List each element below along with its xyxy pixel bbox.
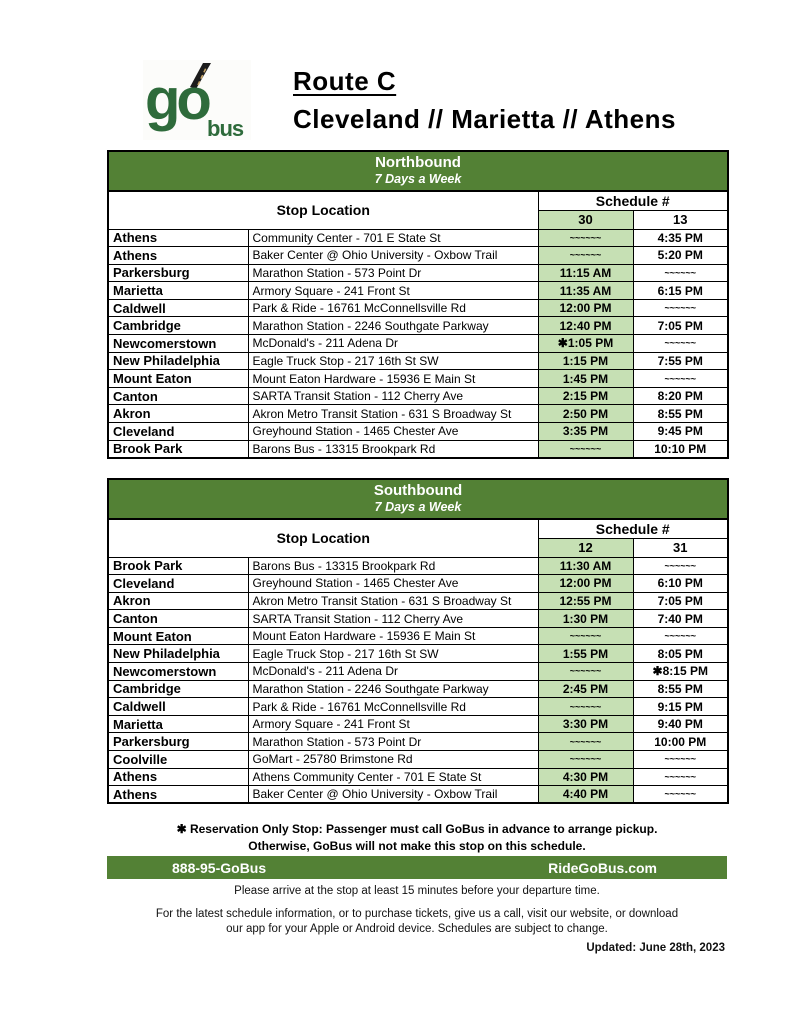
route-subtitle: Cleveland // Marietta // Athens	[293, 104, 676, 134]
stop-location: McDonald's - 211 Adena Dr	[248, 335, 538, 353]
table-row	[108, 335, 728, 353]
direction-bar	[108, 151, 728, 191]
stop-city: Athens	[108, 786, 248, 804]
stop-location: Athens Community Center - 701 E State St	[248, 768, 538, 786]
stop-city: Marietta	[108, 715, 248, 733]
stop-location: Baker Center @ Ohio University - Oxbow Trail	[248, 247, 538, 265]
table-row	[108, 247, 728, 265]
time-col2: 8:55 PM	[633, 680, 728, 698]
stop-location: GoMart - 25780 Brimstone Rd	[248, 751, 538, 769]
time-col1: ~~~~~~	[538, 663, 633, 681]
time-col2: 10:10 PM	[633, 440, 728, 458]
phone-number: 888-95-GoBus	[172, 859, 267, 876]
table-row	[108, 610, 728, 628]
table-row	[108, 387, 728, 405]
schedule-number-12: 12	[538, 538, 633, 557]
table-row	[108, 592, 728, 610]
northbound-direction-header	[108, 151, 728, 191]
time-col1: 2:50 PM	[538, 405, 633, 423]
time-col2: 9:15 PM	[633, 698, 728, 716]
northbound-table	[107, 150, 729, 459]
stop-location: Community Center - 701 E State St	[248, 229, 538, 247]
stop-location: Eagle Truck Stop - 217 16th St SW	[248, 645, 538, 663]
table-row	[108, 282, 728, 300]
title-block	[293, 60, 676, 140]
table-row	[108, 370, 728, 388]
time-col2: 6:15 PM	[633, 282, 728, 300]
southbound-rows	[108, 557, 728, 803]
stop-location: Armory Square - 241 Front St	[248, 282, 538, 300]
table-row	[108, 317, 728, 335]
southbound-direction-header	[108, 479, 728, 519]
table-row	[108, 768, 728, 786]
time-col1: ~~~~~~	[538, 229, 633, 247]
table-row	[108, 627, 728, 645]
stop-location: Marathon Station - 2246 Southgate Parkway	[248, 317, 538, 335]
time-col1: ✱1:05 PM	[538, 335, 633, 353]
stop-location: Baker Center @ Ohio University - Oxbow Trail	[248, 786, 538, 804]
time-col1: ~~~~~~	[538, 247, 633, 265]
time-col2: ~~~~~~	[633, 335, 728, 353]
time-col1: 11:30 AM	[538, 557, 633, 575]
stop-location: Akron Metro Transit Station - 631 S Broadway St	[248, 592, 538, 610]
schedule-number-header: Schedule #	[538, 191, 728, 210]
table-row	[108, 423, 728, 441]
table-row	[108, 405, 728, 423]
stop-location: Marathon Station - 573 Point Dr	[248, 264, 538, 282]
table-row	[108, 645, 728, 663]
time-col2: 6:10 PM	[633, 575, 728, 593]
page-header	[143, 60, 676, 140]
stop-location: Mount Eaton Hardware - 15936 E Main St	[248, 370, 538, 388]
info-note	[107, 907, 727, 937]
stop-city: Brook Park	[108, 557, 248, 575]
table-row	[108, 786, 728, 804]
stop-city: Cleveland	[108, 575, 248, 593]
stop-city: Newcomerstown	[108, 663, 248, 681]
stop-city: Athens	[108, 768, 248, 786]
time-col2: 7:40 PM	[633, 610, 728, 628]
table-row	[108, 698, 728, 716]
stop-city: Brook Park	[108, 440, 248, 458]
time-col2: ~~~~~~	[633, 768, 728, 786]
route-title: Route C	[293, 66, 397, 96]
stop-city: New Philadelphia	[108, 352, 248, 370]
stop-city: Parkersburg	[108, 264, 248, 282]
contact-bar	[107, 856, 727, 879]
table-row	[108, 352, 728, 370]
updated-date: Updated: June 28th, 2023	[586, 942, 725, 954]
time-col2: 9:40 PM	[633, 715, 728, 733]
stop-city: Marietta	[108, 282, 248, 300]
logo-bus-text: bus	[207, 116, 244, 140]
stop-city: Athens	[108, 229, 248, 247]
schedule-number-30: 30	[538, 210, 633, 229]
time-col2: 7:05 PM	[633, 592, 728, 610]
time-col1: 12:55 PM	[538, 592, 633, 610]
stop-city: Newcomerstown	[108, 335, 248, 353]
stop-location: Barons Bus - 13315 Brookpark Rd	[248, 557, 538, 575]
time-col1: 12:00 PM	[538, 299, 633, 317]
time-col2: 8:05 PM	[633, 645, 728, 663]
table-row	[108, 733, 728, 751]
logo-go-text: go	[145, 67, 208, 132]
table-row	[108, 663, 728, 681]
time-col1: ~~~~~~	[538, 733, 633, 751]
reservation-note	[107, 821, 727, 855]
direction-title: Northbound	[375, 154, 461, 171]
stop-location: SARTA Transit Station - 112 Cherry Ave	[248, 387, 538, 405]
stop-city: Cambridge	[108, 680, 248, 698]
schedule-number-13: 13	[633, 210, 728, 229]
time-col2: 7:55 PM	[633, 352, 728, 370]
reservation-note-line1: ✱ Reservation Only Stop: Passenger must call GoBus in advance to arrange pickup.	[176, 822, 658, 836]
stop-location: Park & Ride - 16761 McConnellsville Rd	[248, 698, 538, 716]
direction-frequency: 7 Days a Week	[374, 172, 462, 186]
stop-location: Park & Ride - 16761 McConnellsville Rd	[248, 299, 538, 317]
time-col1: 11:15 AM	[538, 264, 633, 282]
time-col2: 8:20 PM	[633, 387, 728, 405]
time-col1: ~~~~~~	[538, 751, 633, 769]
time-col1: 2:45 PM	[538, 680, 633, 698]
table-row	[108, 715, 728, 733]
info-note-line2: our app for your Apple or Android device. Schedules are subject to change.	[226, 923, 608, 935]
time-col2: 10:00 PM	[633, 733, 728, 751]
stop-city: Akron	[108, 592, 248, 610]
time-col2: 9:45 PM	[633, 423, 728, 441]
stop-city: Mount Eaton	[108, 370, 248, 388]
time-col1: 1:30 PM	[538, 610, 633, 628]
time-col1: ~~~~~~	[538, 698, 633, 716]
website-link: RideGoBus.com	[548, 859, 657, 876]
stop-city: Canton	[108, 387, 248, 405]
time-col1: 2:15 PM	[538, 387, 633, 405]
direction-title: Southbound	[373, 482, 463, 499]
time-col2: ~~~~~~	[633, 370, 728, 388]
time-col2: ~~~~~~	[633, 557, 728, 575]
time-col1: 3:30 PM	[538, 715, 633, 733]
arrive-note: Please arrive at the stop at least 15 minutes before your departure time.	[234, 885, 600, 897]
time-col1: 1:15 PM	[538, 352, 633, 370]
time-col2: 7:05 PM	[633, 317, 728, 335]
time-col1: 4:40 PM	[538, 786, 633, 804]
table-row	[108, 557, 728, 575]
time-col2: 8:55 PM	[633, 405, 728, 423]
direction-bar	[108, 479, 728, 519]
schedule-number-header: Schedule #	[538, 519, 728, 538]
stop-location: Barons Bus - 13315 Brookpark Rd	[248, 440, 538, 458]
stop-city: Caldwell	[108, 299, 248, 317]
footer	[107, 884, 727, 954]
stop-city: Athens	[108, 247, 248, 265]
stop-location: Marathon Station - 573 Point Dr	[248, 733, 538, 751]
stop-city: Akron	[108, 405, 248, 423]
time-col2: 5:20 PM	[633, 247, 728, 265]
direction-frequency: 7 Days a Week	[374, 500, 462, 514]
stop-city: Caldwell	[108, 698, 248, 716]
time-col2: ~~~~~~	[633, 751, 728, 769]
northbound-rows	[108, 229, 728, 458]
time-col2: 4:35 PM	[633, 229, 728, 247]
table-row	[108, 751, 728, 769]
time-col2: ~~~~~~	[633, 786, 728, 804]
reservation-note-line2: Otherwise, GoBus will not make this stop on this schedule.	[248, 839, 586, 853]
table-row	[108, 264, 728, 282]
time-col2: ~~~~~~	[633, 299, 728, 317]
stop-location: SARTA Transit Station - 112 Cherry Ave	[248, 610, 538, 628]
time-col1: ~~~~~~	[538, 627, 633, 645]
time-col2: ~~~~~~	[633, 264, 728, 282]
time-col1: 11:35 AM	[538, 282, 633, 300]
time-col1: ~~~~~~	[538, 440, 633, 458]
stop-location: McDonald's - 211 Adena Dr	[248, 663, 538, 681]
stop-city: Mount Eaton	[108, 627, 248, 645]
time-col2: ✱8:15 PM	[633, 663, 728, 681]
stop-city: Canton	[108, 610, 248, 628]
time-col1: 3:35 PM	[538, 423, 633, 441]
stop-location: Armory Square - 241 Front St	[248, 715, 538, 733]
table-row	[108, 680, 728, 698]
table-row	[108, 229, 728, 247]
time-col1: 1:45 PM	[538, 370, 633, 388]
time-col1: 4:30 PM	[538, 768, 633, 786]
stop-city: Cambridge	[108, 317, 248, 335]
stop-location-header: Stop Location	[108, 519, 538, 557]
stop-city: New Philadelphia	[108, 645, 248, 663]
table-row	[108, 575, 728, 593]
stop-location: Greyhound Station - 1465 Chester Ave	[248, 575, 538, 593]
stop-location: Greyhound Station - 1465 Chester Ave	[248, 423, 538, 441]
gobus-logo-graphic	[143, 60, 251, 140]
table-row	[108, 299, 728, 317]
time-col1: 12:40 PM	[538, 317, 633, 335]
stop-location: Mount Eaton Hardware - 15936 E Main St	[248, 627, 538, 645]
stop-location: Marathon Station - 2246 Southgate Parkway	[248, 680, 538, 698]
stop-location-header: Stop Location	[108, 191, 538, 229]
time-col1: 1:55 PM	[538, 645, 633, 663]
schedule-number-31: 31	[633, 538, 728, 557]
table-row	[108, 440, 728, 458]
time-col2: ~~~~~~	[633, 627, 728, 645]
stop-city: Cleveland	[108, 423, 248, 441]
southbound-table	[107, 478, 729, 804]
stop-city: Coolville	[108, 751, 248, 769]
gobus-logo	[143, 60, 251, 140]
stop-city: Parkersburg	[108, 733, 248, 751]
info-note-line1: For the latest schedule information, or to purchase tickets, give us a call, visit our website, or download	[155, 908, 679, 920]
stop-location: Eagle Truck Stop - 217 16th St SW	[248, 352, 538, 370]
stop-location: Akron Metro Transit Station - 631 S Broadway St	[248, 405, 538, 423]
time-col1: 12:00 PM	[538, 575, 633, 593]
